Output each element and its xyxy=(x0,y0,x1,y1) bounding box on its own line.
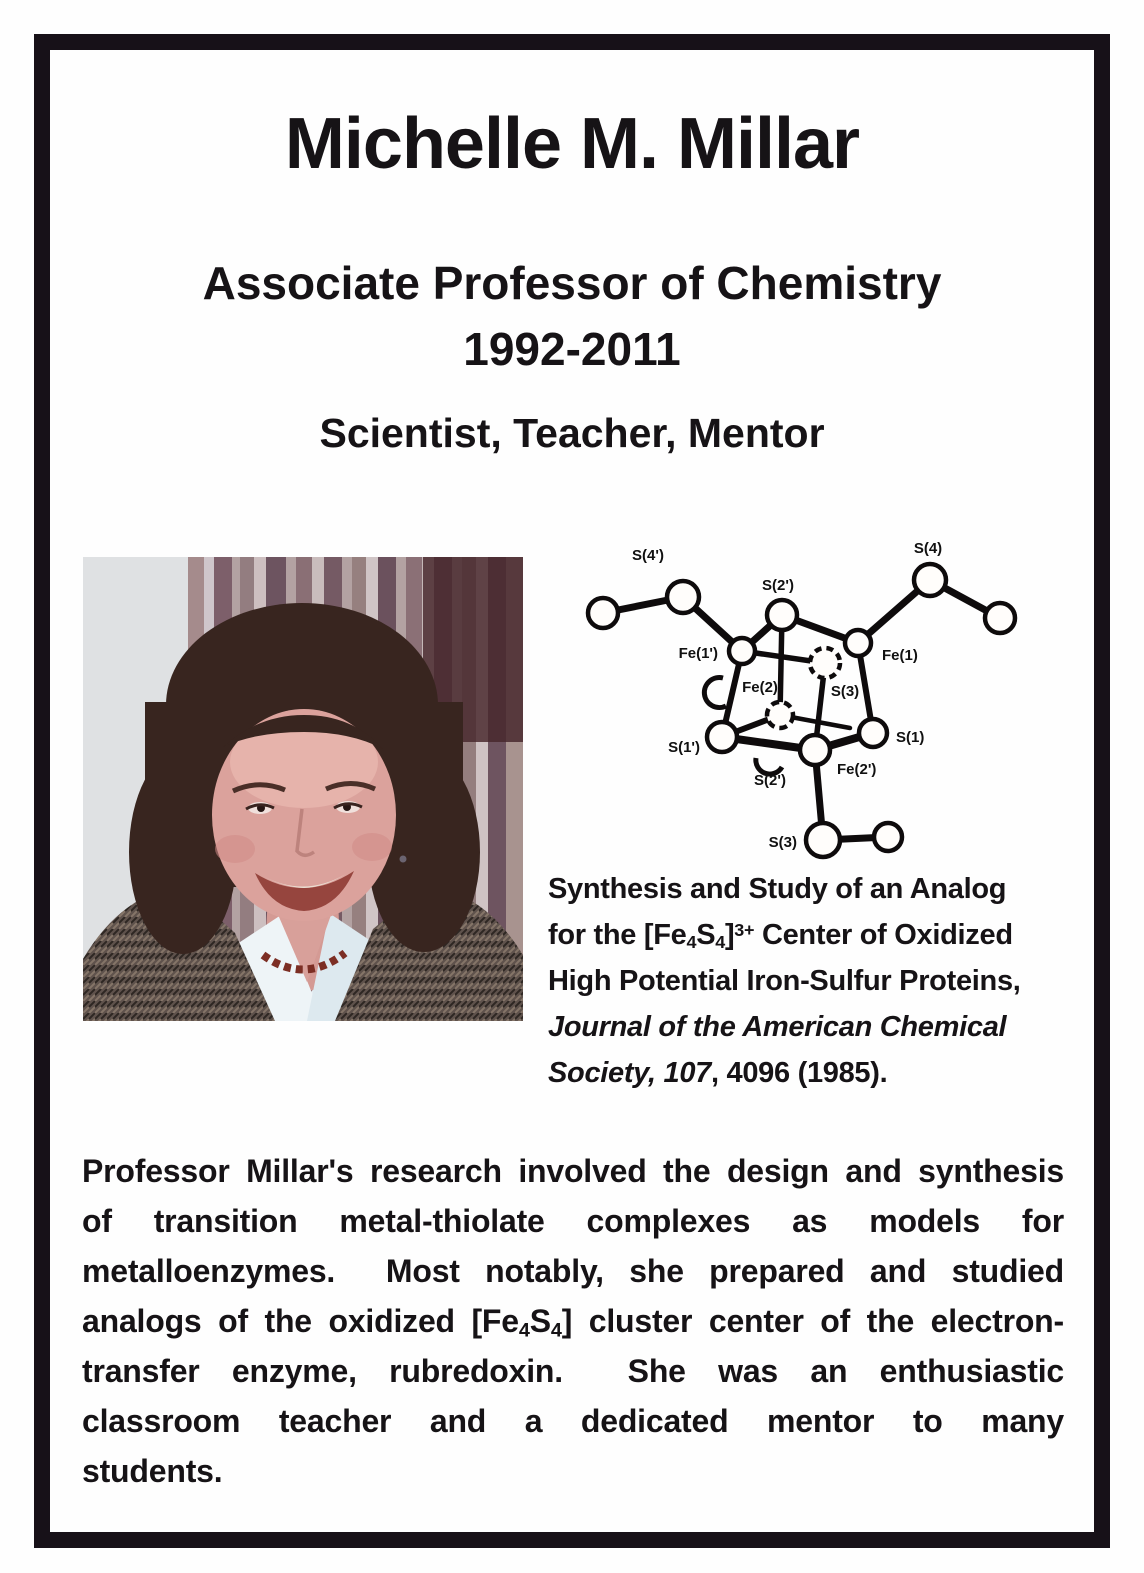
caption-text: ] xyxy=(724,919,735,951)
subscript: 4 xyxy=(686,931,697,952)
atom-label: Fe(2') xyxy=(837,761,877,778)
bio-line: Professor Millar's research involved the design and synthesis xyxy=(82,1153,1064,1189)
biography-paragraph xyxy=(82,1146,1064,1496)
earring xyxy=(400,856,407,863)
iron-atom xyxy=(845,630,871,656)
atom-label: S(3) xyxy=(830,683,860,700)
bio-line: analogs of the oxidized [Fe xyxy=(82,1303,519,1339)
bio-line: transfer enzyme, rubredoxin. She was an enthusiastic xyxy=(82,1353,1064,1389)
portrait-photo xyxy=(83,557,523,1021)
sulfur-atom xyxy=(806,823,840,857)
cheek-right xyxy=(352,833,392,861)
fe4s4-structure-diagram xyxy=(560,520,1040,880)
atom-label: S(1) xyxy=(896,729,925,746)
sulfur-atom xyxy=(707,722,737,752)
subscript: 4 xyxy=(518,1319,530,1342)
carbon-atom xyxy=(588,598,618,628)
bonds xyxy=(603,580,1000,840)
atoms xyxy=(588,564,1015,857)
sulfur-atom xyxy=(914,564,946,596)
atom-label: Fe(2) xyxy=(742,679,778,696)
superscript: 3+ xyxy=(734,919,755,940)
journal-volume: 107 xyxy=(663,1057,711,1089)
subscript: 4 xyxy=(715,931,725,952)
carbon-atom xyxy=(985,603,1015,633)
bio-text: S xyxy=(529,1303,551,1339)
atom-label: Fe(1) xyxy=(882,647,918,664)
biography-justified-lines xyxy=(82,1146,1064,1446)
atom-label: S(2') xyxy=(754,772,786,789)
iron-atom-hidden xyxy=(767,702,793,728)
atom-label: S(4') xyxy=(632,547,664,564)
professor-title: Associate Professor of Chemistry xyxy=(202,257,942,309)
caption-line: High Potential Iron-Sulfur Proteins, xyxy=(548,965,1021,997)
iron-atom xyxy=(800,735,830,765)
sulfur-atom xyxy=(859,719,887,747)
journal-name: Society, xyxy=(548,1057,664,1089)
caption-line: Synthesis and Study of an Analog xyxy=(548,873,1007,905)
caption-text: , 4096 (1985). xyxy=(711,1057,888,1089)
tenure-years: 1992-2011 xyxy=(463,323,681,375)
sulfur-atom xyxy=(767,600,797,630)
figure-caption xyxy=(548,866,1058,1096)
bio-last-line: students. xyxy=(82,1453,223,1489)
caption-text: Center of Oxidized xyxy=(754,919,1013,951)
caption-text: S xyxy=(696,919,716,951)
bio-line: of transition metal-thiolate complexes as models for xyxy=(82,1203,1064,1239)
atom-label: S(2') xyxy=(762,577,794,594)
iron-atom xyxy=(729,638,755,664)
atom-label: S(3) xyxy=(768,834,797,851)
bio-line: metalloenzymes. Most notably, she prepared and studied xyxy=(82,1253,1064,1289)
bio-text: ] cluster center of the electron- xyxy=(561,1303,1064,1339)
journal-name: Journal of the American Chemical xyxy=(548,1011,1007,1043)
portrait-illustration xyxy=(83,557,523,1021)
carbon-atom xyxy=(874,823,902,851)
poster-subtitle xyxy=(0,250,1144,382)
poster-title: Michelle M. Millar xyxy=(284,104,860,184)
bio-line: classroom teacher and a dedicated mentor to many xyxy=(82,1403,1064,1439)
sulfur-atom-hidden xyxy=(810,648,840,678)
atom-label: S(1') xyxy=(668,739,700,756)
cheek-left xyxy=(215,835,255,863)
atom-label: S(4) xyxy=(913,540,943,557)
subscript: 4 xyxy=(550,1319,562,1342)
caption-line: for the [Fe xyxy=(548,919,687,951)
atom-label: Fe(1') xyxy=(678,645,718,662)
poster-tagline: Scientist, Teacher, Mentor xyxy=(319,410,825,456)
sulfur-atom xyxy=(667,581,699,613)
